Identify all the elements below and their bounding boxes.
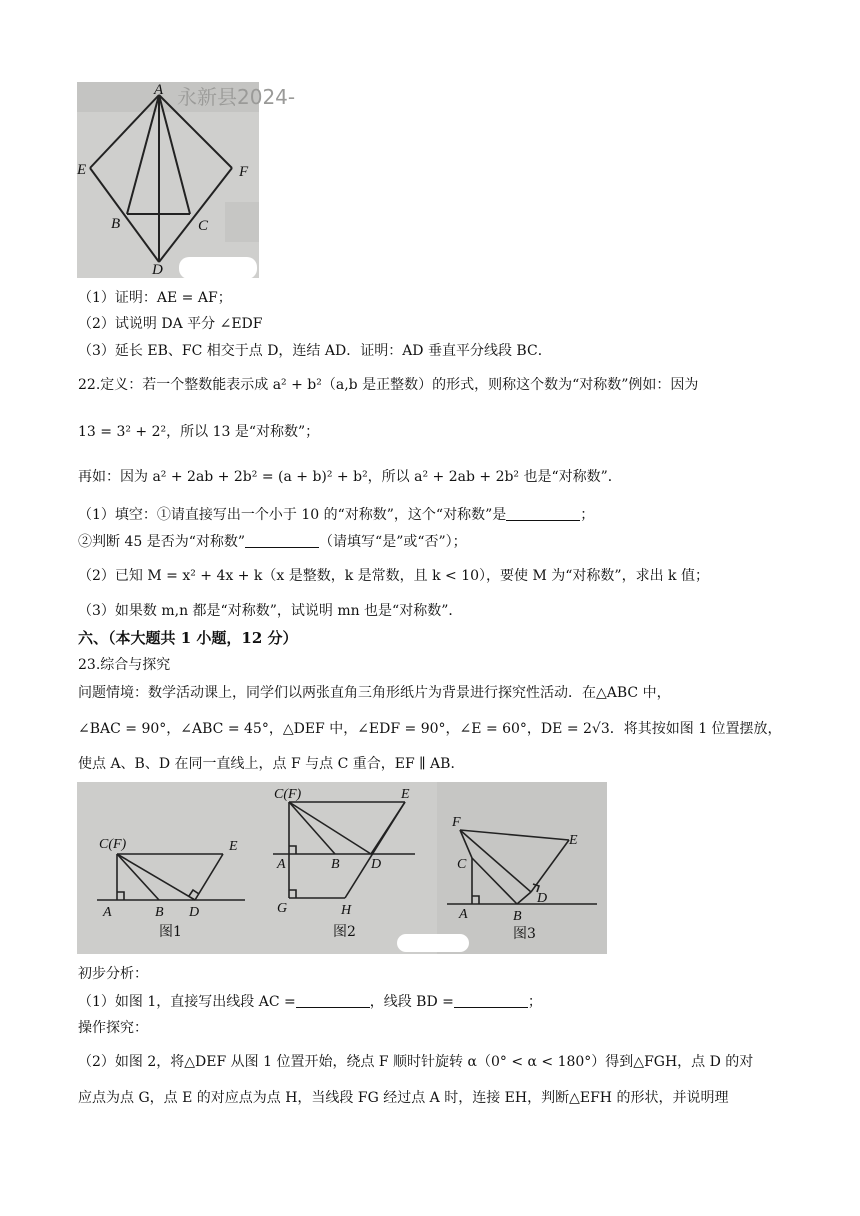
explore-heading: 操作探究： (78, 1020, 148, 1036)
answer-blank[interactable] (296, 993, 370, 1008)
label-B: B (111, 216, 121, 232)
label-F: F (239, 164, 249, 180)
fig3-label: B (513, 909, 522, 924)
q22-judge-end: （请填写“是”或“否”）； (319, 534, 467, 550)
q23-title: 23.综合与探究 (78, 657, 171, 673)
fig3-label: F (452, 815, 461, 830)
q22-part1-end: ； (580, 507, 595, 523)
q22-part1-fill (78, 505, 594, 525)
q23-part1-text: （1）如图 1，直接写出线段 AC = (78, 994, 296, 1010)
q21-part2: （2）试说明 DA 平分 ∠EDF (78, 316, 263, 332)
q22-part2: （2）已知 M = x² + 4x + k（x 是整数，k 是常数，且 k < 10），要使 M 为“对称数”，求出 k 值； (78, 568, 709, 584)
redaction (397, 934, 469, 952)
q22-example-2: 再如：因为 a² + 2ab + 2b² = (a + b)² + b²，所以 a² + 2ab + 2b² 也是“对称数”． (78, 469, 622, 485)
label-C: C (198, 218, 209, 234)
q22-part1-judge (78, 532, 467, 552)
fig2-label: A (277, 857, 286, 872)
fig3-label: E (569, 833, 578, 848)
q22-part3: （3）如果数 m,n 都是“对称数”，试说明 mn 也是“对称数”． (78, 603, 463, 619)
section-heading: 六、（本大题共 1 小题，12 分） (78, 629, 298, 647)
q23-part2-line2: 应点为点 G，点 E 的对应点为点 H，当线段 FG 经过点 A 时，连接 EH，判断△EFH 的形状，并说明理 (78, 1090, 729, 1106)
fig1-label: C(F) (99, 837, 127, 852)
q21-part3: （3）延长 EB、FC 相交于点 D，连结 AD．证明：AD 垂直平分线段 BC． (78, 343, 552, 359)
label-A: A (154, 82, 164, 98)
q23-part1 (78, 992, 542, 1012)
fig3-label: A (459, 907, 468, 922)
fig2-label: G (277, 901, 288, 916)
q23-placement: 使点 A、B、D 在同一直线上，点 F 与点 C 重合，EF ∥ AB． (78, 756, 465, 772)
fig2-label: C(F) (274, 787, 302, 802)
fig2-label: H (341, 903, 352, 918)
fig2-caption: 图2 (333, 924, 356, 940)
figure-triangles-photo (77, 782, 607, 954)
q22-part1-text: （1）填空：①请直接写出一个小于 10 的“对称数”，这个“对称数”是 (78, 507, 507, 523)
q23-part1-end: ； (527, 994, 542, 1010)
answer-blank[interactable] (506, 506, 580, 521)
fig1-label: B (155, 905, 164, 920)
q23-situation: 问题情境：数学活动课上，同学们以两张直角三角形纸片为背景进行探究性活动．在△ABC 中， (78, 685, 671, 701)
answer-blank[interactable] (245, 533, 319, 548)
fig1-label: E (229, 839, 238, 854)
label-D: D (152, 262, 163, 278)
fig2-label: E (401, 787, 410, 802)
figure-kite-photo (77, 82, 296, 278)
fig3-label: C (457, 857, 467, 872)
fig3-label: D (537, 891, 548, 906)
q23-part2-line1: （2）如图 2，将△DEF 从图 1 位置开始，绕点 F 顺时针旋转 α（0° < α < 180°）得到△FGH，点 D 的对 (78, 1054, 754, 1070)
fig1-caption: 图1 (159, 924, 182, 940)
q22-example-1: 13 = 3² + 2²，所以 13 是“对称数”； (78, 424, 320, 440)
label-E: E (77, 162, 87, 178)
fig2-label: B (331, 857, 340, 872)
answer-blank[interactable] (454, 993, 528, 1008)
q23-conditions: ∠BAC = 90°，∠ABC = 45°，△DEF 中，∠EDF = 90°，∠E = 60°，DE = 2√3．将其按如图 1 位置摆放， (78, 721, 782, 737)
q23-part1-mid: ，线段 BD = (369, 994, 454, 1010)
fig3-caption: 图3 (513, 926, 536, 942)
bg-text: 永新县2024- (177, 85, 296, 109)
fig1-label: A (103, 905, 112, 920)
q22-definition: 22.定义：若一个整数能表示成 a² + b²（a,b 是正整数）的形式，则称这个数为“对称数”例如：因为 (78, 377, 699, 393)
fig1-label: D (189, 905, 200, 920)
q22-judge-text: ②判断 45 是否为“对称数” (78, 534, 246, 550)
q21-part1: （1）证明：AE = AF； (78, 290, 232, 306)
redaction (179, 257, 257, 279)
fig2-label: D (371, 857, 382, 872)
analysis-heading: 初步分析： (78, 966, 148, 982)
